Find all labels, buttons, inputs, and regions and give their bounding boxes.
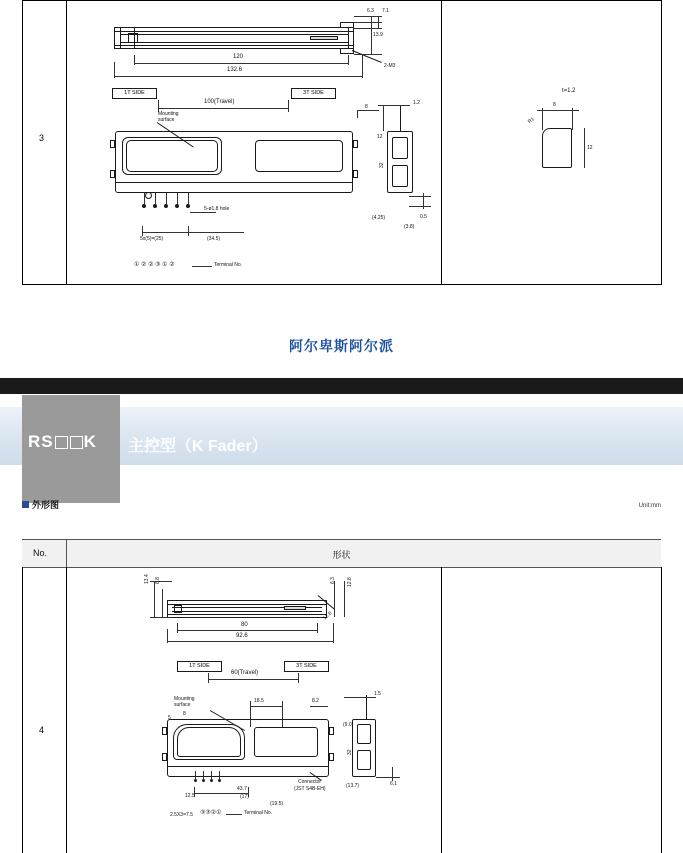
label4-mounting-surface: Mounting bbox=[174, 696, 195, 702]
dim-8-2: 8.2 bbox=[312, 698, 319, 704]
dim-19-5: (19.5) bbox=[270, 801, 284, 807]
dim-6-1: 6.1 bbox=[390, 781, 397, 787]
dim-8: 8 bbox=[365, 104, 368, 110]
label4-terminal-numbers: ③③②① bbox=[200, 810, 222, 816]
dim-6-3b: 6.3 bbox=[330, 577, 336, 584]
dim-132-6: 132.6 bbox=[227, 67, 243, 73]
dim-1-2: 1.2 bbox=[413, 100, 420, 106]
label4-terminal-no: Terminal No. bbox=[244, 810, 273, 816]
dim-3-8: (3.8) bbox=[404, 224, 415, 230]
dim-9-0: (9.0) bbox=[343, 722, 354, 728]
dim-32: 32 bbox=[379, 162, 385, 168]
dim-hole: 5-ø1.8 hole bbox=[204, 206, 230, 212]
row-number-3: 3 bbox=[39, 133, 45, 143]
square-bullet-icon bbox=[22, 501, 29, 508]
dim-13-9: 13.9 bbox=[373, 32, 383, 38]
label4-3t-side: 3T SIDE bbox=[284, 661, 329, 672]
outline-heading-text: 外形图 bbox=[32, 500, 60, 510]
dim-92-6: 92.6 bbox=[236, 633, 248, 639]
dim-12-5: 12.5 bbox=[185, 793, 195, 799]
label-connector-part: (JST S4B-EH) bbox=[294, 786, 326, 792]
label-1t-side: 1T SIDE bbox=[112, 88, 157, 99]
model-code bbox=[28, 432, 97, 452]
table-header-top-rule bbox=[22, 539, 661, 540]
dim-2-m3: 2-M3 bbox=[384, 63, 396, 69]
dim-60-travel: 60(Travel) bbox=[231, 670, 259, 676]
dim-6-8: 6.8 bbox=[155, 577, 161, 584]
dim-13-7: (13.7) bbox=[346, 783, 360, 789]
label-terminal-no: Terminal No. bbox=[214, 262, 243, 268]
label4-1t-side: 1T SIDE bbox=[177, 661, 222, 672]
model-code-prefix: RS bbox=[28, 432, 54, 451]
model-code-suffix: K bbox=[83, 432, 97, 451]
dim-1-5: 1.5 bbox=[374, 691, 381, 697]
dim4-32: 32 bbox=[347, 749, 353, 755]
drawing-table-row4 bbox=[22, 567, 662, 853]
label-mounting-surface-2: surface bbox=[158, 117, 175, 123]
label-3t-side: 3T SIDE bbox=[291, 88, 336, 99]
dim-120: 120 bbox=[233, 54, 244, 60]
dim-43-7: 43.7 bbox=[237, 786, 247, 792]
label-mounting-surface: Mounting bbox=[158, 111, 179, 117]
dim4-8: 8 bbox=[183, 711, 186, 717]
brand-title: 阿尔卑斯阿尔派 bbox=[289, 338, 394, 354]
dim-sect-r1: R1 bbox=[527, 116, 536, 125]
unit-note: Unit:mm bbox=[638, 503, 661, 509]
row-number-4: 4 bbox=[39, 725, 45, 735]
drawing-table-row3 bbox=[22, 0, 662, 285]
dim4-5: 5 bbox=[168, 715, 171, 721]
dim-100-travel: 100(Travel) bbox=[204, 99, 235, 105]
code-placeholder-1 bbox=[55, 436, 68, 449]
dim-7-1: 7.1 bbox=[382, 8, 389, 14]
dim-6-3: 6.3 bbox=[367, 8, 374, 14]
dim-80: 80 bbox=[241, 622, 248, 628]
label-connector: Connector bbox=[298, 779, 322, 785]
label-terminal-numbers: ① ② ② ③ ① ② bbox=[134, 262, 175, 268]
column-header-shape: 形状 bbox=[332, 550, 351, 560]
dim-sect-8: 8 bbox=[553, 102, 556, 108]
dim-34-5: (34.5) bbox=[207, 236, 221, 242]
header-band bbox=[0, 378, 683, 394]
dim-4-25: (4.25) bbox=[372, 215, 386, 221]
dim-12-8-leader: 12.8 bbox=[322, 610, 334, 622]
label4-mounting-surface-2: surface bbox=[174, 702, 191, 708]
dim-18-5: 18.5 bbox=[254, 698, 264, 704]
dim-0-5: 0.5 bbox=[420, 214, 427, 220]
outline-heading bbox=[22, 498, 59, 511]
dim-5x5: 5x(5)=(25) bbox=[140, 236, 164, 242]
dim-sect-12: 12 bbox=[587, 145, 593, 151]
dim-12-8: 12.8 bbox=[347, 577, 353, 587]
section-title: 主控型（K Fader） bbox=[128, 438, 268, 455]
dim-12b: 12 bbox=[377, 134, 383, 140]
column-header-no: No. bbox=[33, 548, 48, 558]
dim-17: (17) bbox=[240, 794, 249, 800]
dim-2-5x3: 2.5X3=7.5 bbox=[170, 812, 193, 818]
code-placeholder-2 bbox=[70, 436, 83, 449]
dim-13-4: 13.4 bbox=[144, 574, 150, 584]
label-thickness: t=1.2 bbox=[562, 88, 576, 94]
label-plan-mark: | bbox=[155, 192, 157, 198]
